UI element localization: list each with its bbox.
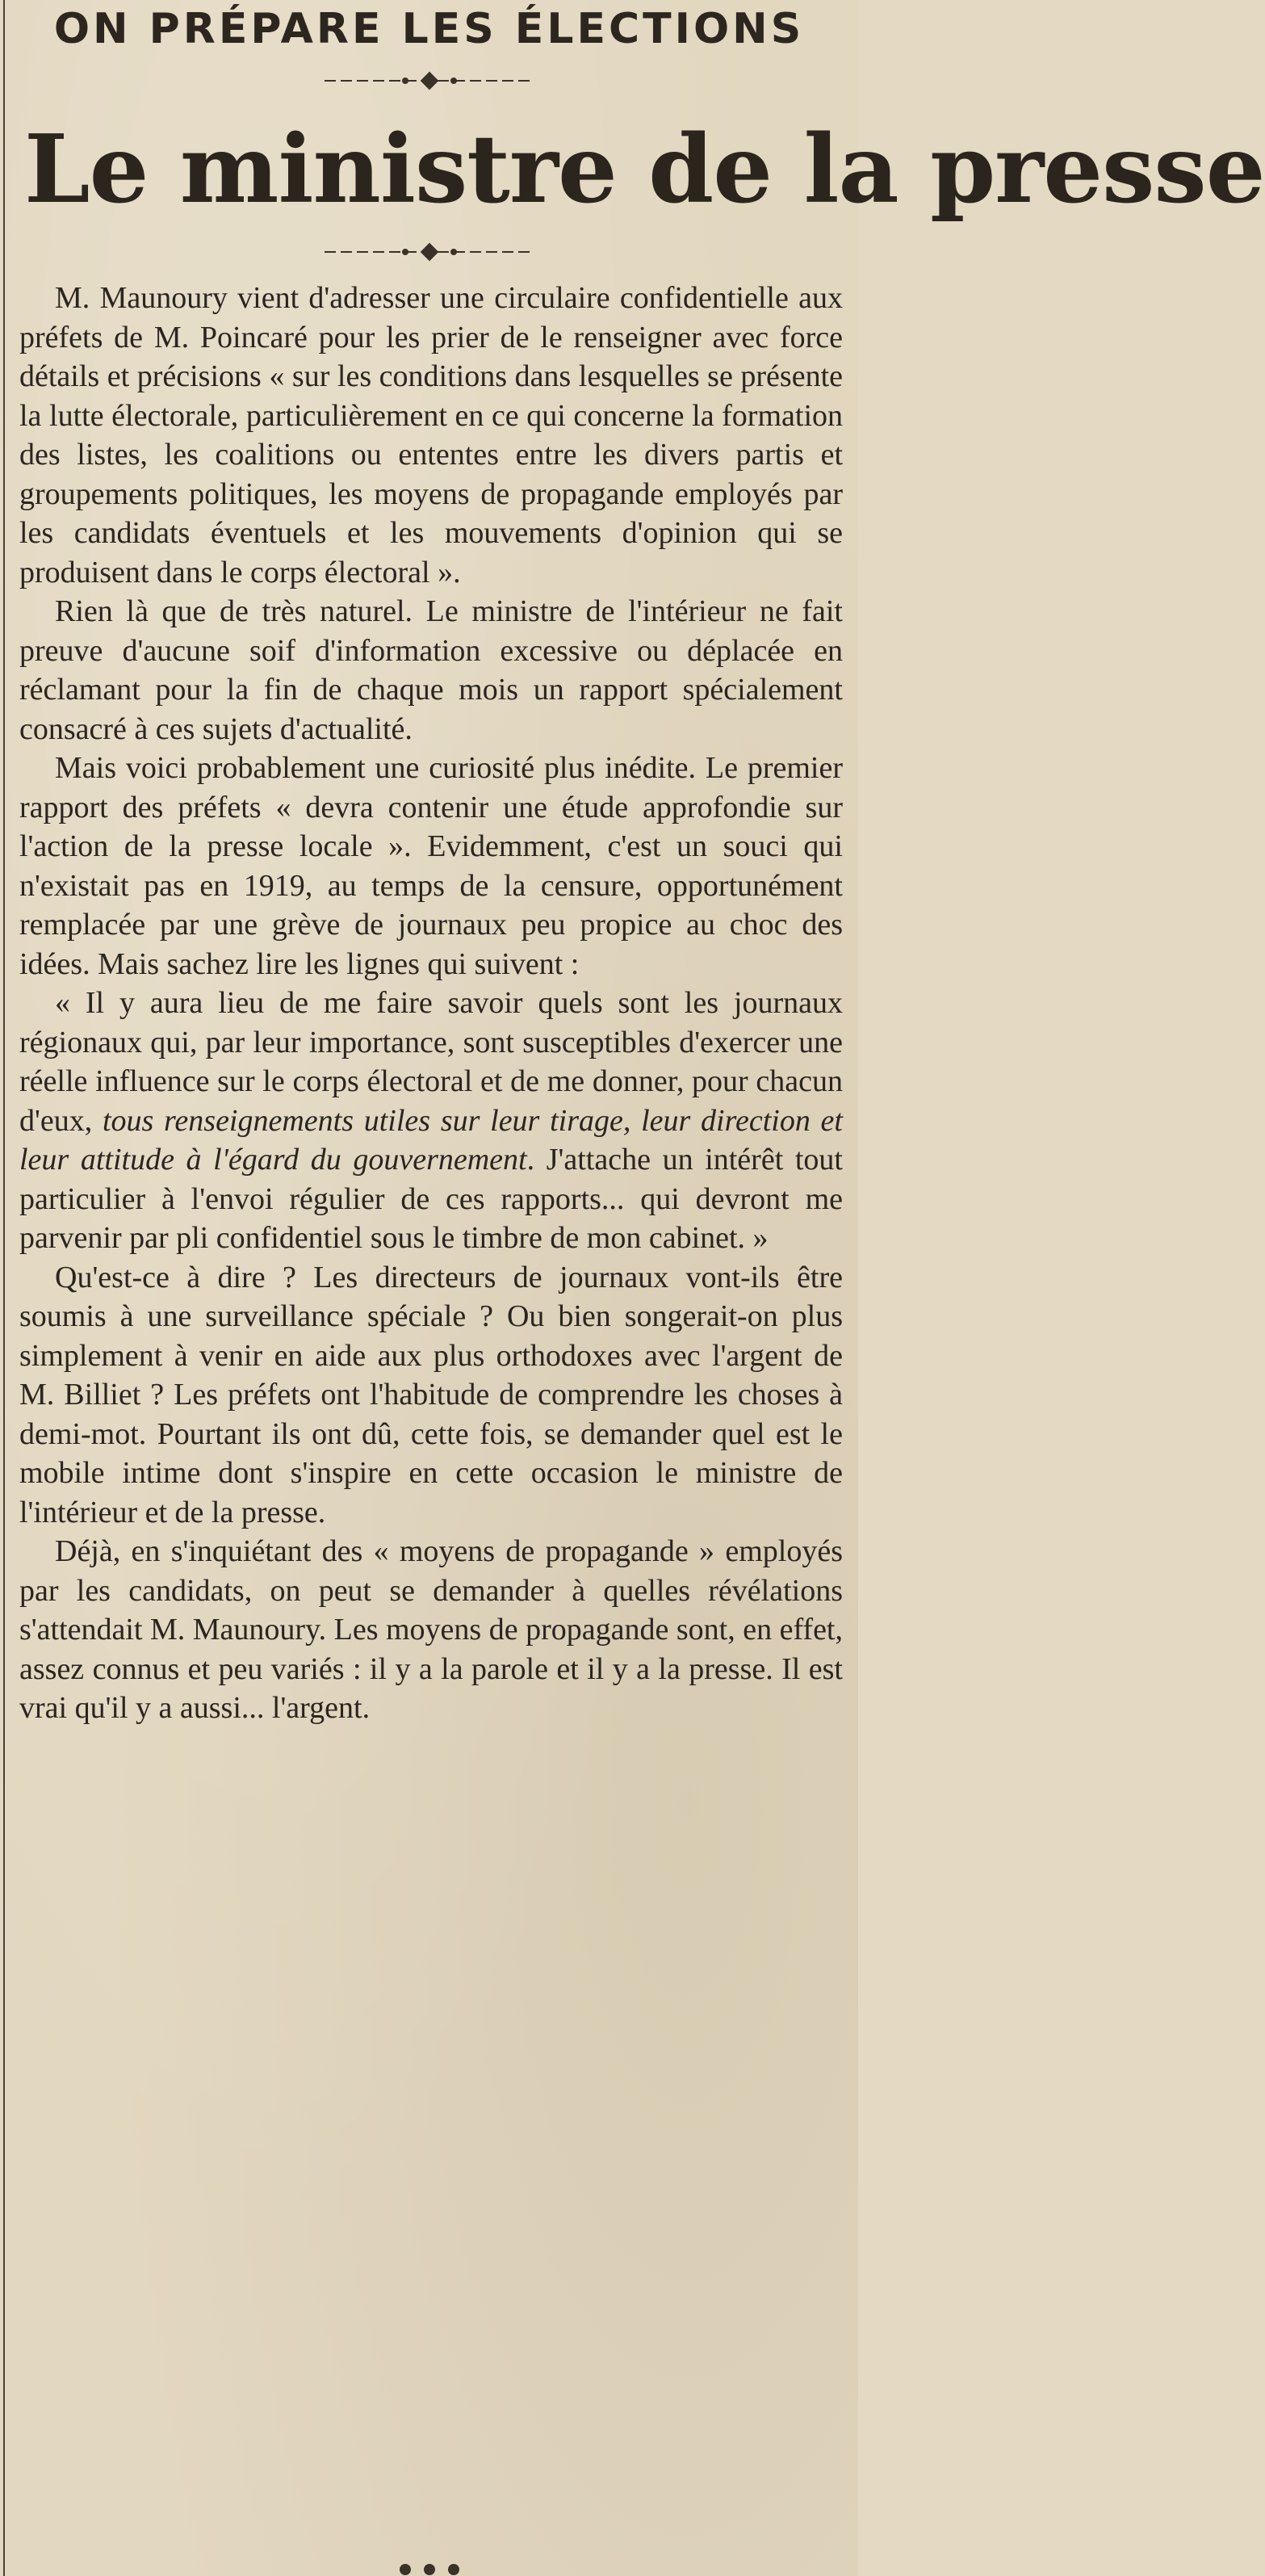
paragraph: M. Maunoury vient d'adresser une circulaire confidentielle aux préfets de M. Poincaré pour les prier de le renseigner avec force détails et précisions « sur les conditions dans lesquelles se présente la lutte électorale, particulièrement en ce qui concerne la formation des listes, les coalitions ou ententes entre les divers partis et groupements politiques, les moyens de propagande employés par les candidats éventuels et les mouvements d'opinion qui se produisent dans le corps électoral ». xyxy=(19,281,843,589)
kicker: ON PRÉPARE LES ÉLECTIONS xyxy=(53,5,805,53)
quoted-paragraph xyxy=(19,984,843,1258)
quote-text: « Il y aura lieu de me faire savoir quels sont les journaux régionaux qui, par leur importance, sont susceptibles d'exercer une réelle influence sur le corps électoral et de me donner, pour chacun d'eux, xyxy=(19,986,843,1138)
paragraph: Rien là que de très naturel. Le ministre de l'intérieur ne fait preuve d'aucune soif d'information excessive ou déplacée en réclamant pour la fin de chaque mois un rapport spécialement consacré à ces sujets d'actualité. xyxy=(19,594,843,746)
end-ornament xyxy=(0,2555,858,2576)
article-body xyxy=(19,279,843,1728)
column-rule xyxy=(3,0,5,2576)
title-ornament-top xyxy=(0,71,858,90)
quote-emphasis: tous renseignements utiles sur leur tirage, leur direction et leur attitude à l'égard du gouvernement xyxy=(19,1103,843,1177)
paragraph: Qu'est-ce à dire ? Les directeurs de journaux vont-ils être soumis à une surveillance spéciale ? Ou bien songerait-on plus simplement à venir en aide aux plus orthodoxes avec l'argent de M. Billiet ? Les préfets ont l'habitude de comprendre les choses à demi-mot. Pourtant ils ont dû, cette fois, se demander quel est le mobile intime dont s'inspire en cette occasion le ministre de l'intérieur et de la presse. xyxy=(19,1260,843,1529)
headline: Le ministre de la presse xyxy=(24,115,1265,224)
title-ornament-bottom xyxy=(0,242,858,262)
paragraph: Déjà, en s'inquiétant des « moyens de propagande » employés par les candidats, on peut se demander à quelles révélations s'attendait M. Maunoury. Les moyens de propagande sont, en effet, assez connus et peu variés : il y a la parole et il y a la presse. Il est vrai qu'il y a aussi... l'argent. xyxy=(19,1534,843,1725)
paragraph: Mais voici probablement une curiosité plus inédite. Le premier rapport des préfets « devra contenir une étude approfondie sur l'action de la presse locale ». Evidemment, c'est un souci qui n'existait pas en 1919, au temps de la censure, opportunément remplacée par une grève de journaux peu propice au choc des idées. Mais sachez lire les lignes qui suivent : xyxy=(19,751,843,981)
quote-text: . J'attache un intérêt tout particulier à l'envoi régulier de ces rapports... qui devront me parvenir par pli confidentiel sous le timbre de mon cabinet. » xyxy=(19,1143,843,1255)
